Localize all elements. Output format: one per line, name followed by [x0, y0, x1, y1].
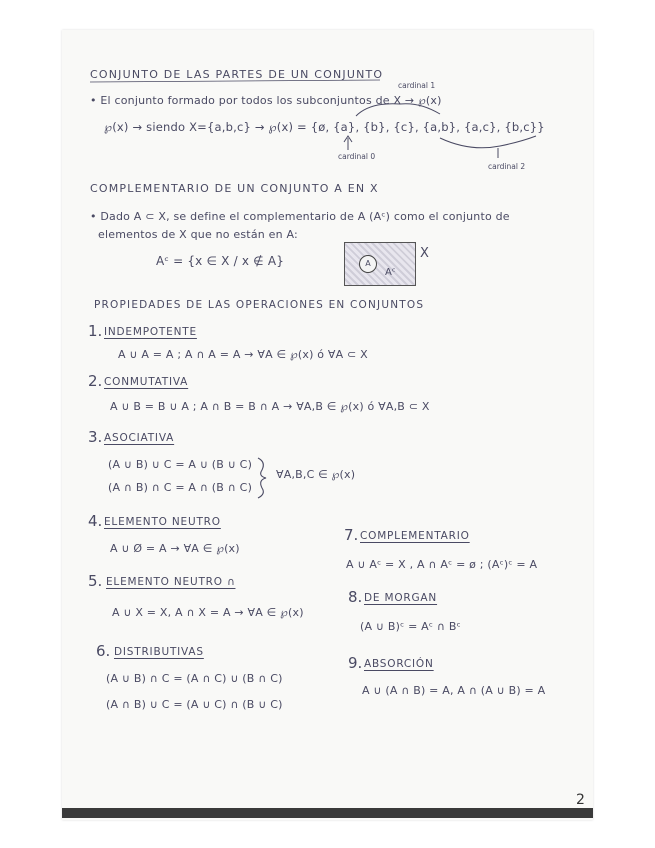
page-number: 2: [576, 792, 585, 808]
venn-a-label: A: [365, 259, 371, 268]
prop-6-line-2: (A ∩ B) ∪ C = (A ∪ C) ∩ (B ∪ C): [106, 698, 283, 711]
prop-2-line-1: A ∪ B = B ∪ A ; A ∩ B = B ∩ A → ∀A,B ∈ ℘(x) ó ∀A,B ⊂ X: [110, 400, 430, 413]
prop-2-number: 2.: [88, 372, 103, 390]
prop-3-number: 3.: [88, 428, 103, 446]
section-title-complementario: COMPLEMENTARIO DE UN CONJUNTO A EN X: [90, 182, 379, 195]
complementario-bullet-line2: elementos de X que no están en A:: [98, 228, 298, 241]
venn-diagram: [344, 242, 416, 286]
prop-9-number: 9.: [348, 654, 363, 672]
page-bottom-edge: [62, 808, 593, 818]
prop-3-quantifier: ∀A,B,C ∈ ℘(x): [276, 468, 356, 481]
prop-7-line-1: A ∪ Aᶜ = X , A ∩ Aᶜ = ø ; (Aᶜ)ᶜ = A: [346, 558, 538, 571]
prop-9-line-1: A ∪ (A ∩ B) = A, A ∩ (A ∪ B) = A: [362, 684, 546, 697]
prop-2-name: CONMUTATIVA: [104, 376, 189, 388]
prop-5-line-1: A ∪ X = X, A ∩ X = A → ∀A ∈ ℘(x): [112, 606, 304, 619]
prop-5-name: ELEMENTO NEUTRO ∩: [106, 576, 236, 588]
prop-9-name: ABSORCIÓN: [364, 658, 434, 670]
partes-formula: ℘(x) → siendo X={a,b,c} → ℘(x) = {ø, {a}, {b}, {c}, {a,b}, {a,c}, {b,c}}: [104, 120, 545, 134]
annotation-cardinal-2: cardinal 2: [488, 162, 526, 171]
prop-5-number: 5.: [88, 572, 103, 590]
prop-4-line-1: A ∪ Ø = A → ∀A ∈ ℘(x): [110, 542, 240, 555]
prop-1-number: 1.: [88, 322, 103, 340]
annotation-cardinal-1: cardinal 1: [398, 81, 436, 90]
prop-6-name: DISTRIBUTIVAS: [114, 646, 204, 658]
complementario-bullet-line1: • Dado A ⊂ X, se define el complementario de A (Aᶜ) como el conjunto de: [90, 210, 510, 223]
prop-7-number: 7.: [344, 526, 359, 544]
section-title-propiedades: PROPIEDADES DE LAS OPERACIONES EN CONJUNTOS: [94, 299, 425, 311]
prop-8-name: DE MORGAN: [364, 592, 438, 604]
section-title-partes: CONJUNTO DE LAS PARTES DE UN CONJUNTO: [90, 68, 384, 81]
prop-7-name: COMPLEMENTARIO: [360, 530, 470, 542]
prop-3-line-2: (A ∩ B) ∩ C = A ∩ (B ∩ C): [108, 481, 253, 494]
prop-4-name: ELEMENTO NEUTRO: [104, 516, 221, 528]
prop-8-number: 8.: [348, 588, 363, 606]
complementario-formula: Aᶜ = {x ∈ X / x ∉ A}: [156, 254, 285, 268]
prop-1-line-1: A ∪ A = A ; A ∩ A = A → ∀A ∈ ℘(x) ó ∀A ⊂ X: [118, 348, 368, 361]
prop-8-line-1: (A ∪ B)ᶜ = Aᶜ ∩ Bᶜ: [360, 620, 461, 633]
prop-6-line-1: (A ∪ B) ∩ C = (A ∩ C) ∪ (B ∩ C): [106, 672, 283, 685]
venn-set-a: [359, 255, 377, 273]
annotation-cardinal-0: cardinal 0: [338, 152, 376, 161]
prop-4-number: 4.: [88, 512, 103, 530]
venn-x-label: X: [420, 246, 429, 261]
prop-6-number: 6.: [96, 642, 111, 660]
prop-3-line-1: (A ∪ B) ∪ C = A ∪ (B ∪ C): [108, 458, 253, 471]
venn-ac-label: Aᶜ: [385, 267, 396, 278]
partes-bullet: • El conjunto formado por todos los subconjuntos de X → ℘(x): [90, 94, 442, 107]
prop-1-name: INDEMPOTENTE: [104, 326, 197, 338]
prop-3-name: ASOCIATIVA: [104, 432, 175, 444]
